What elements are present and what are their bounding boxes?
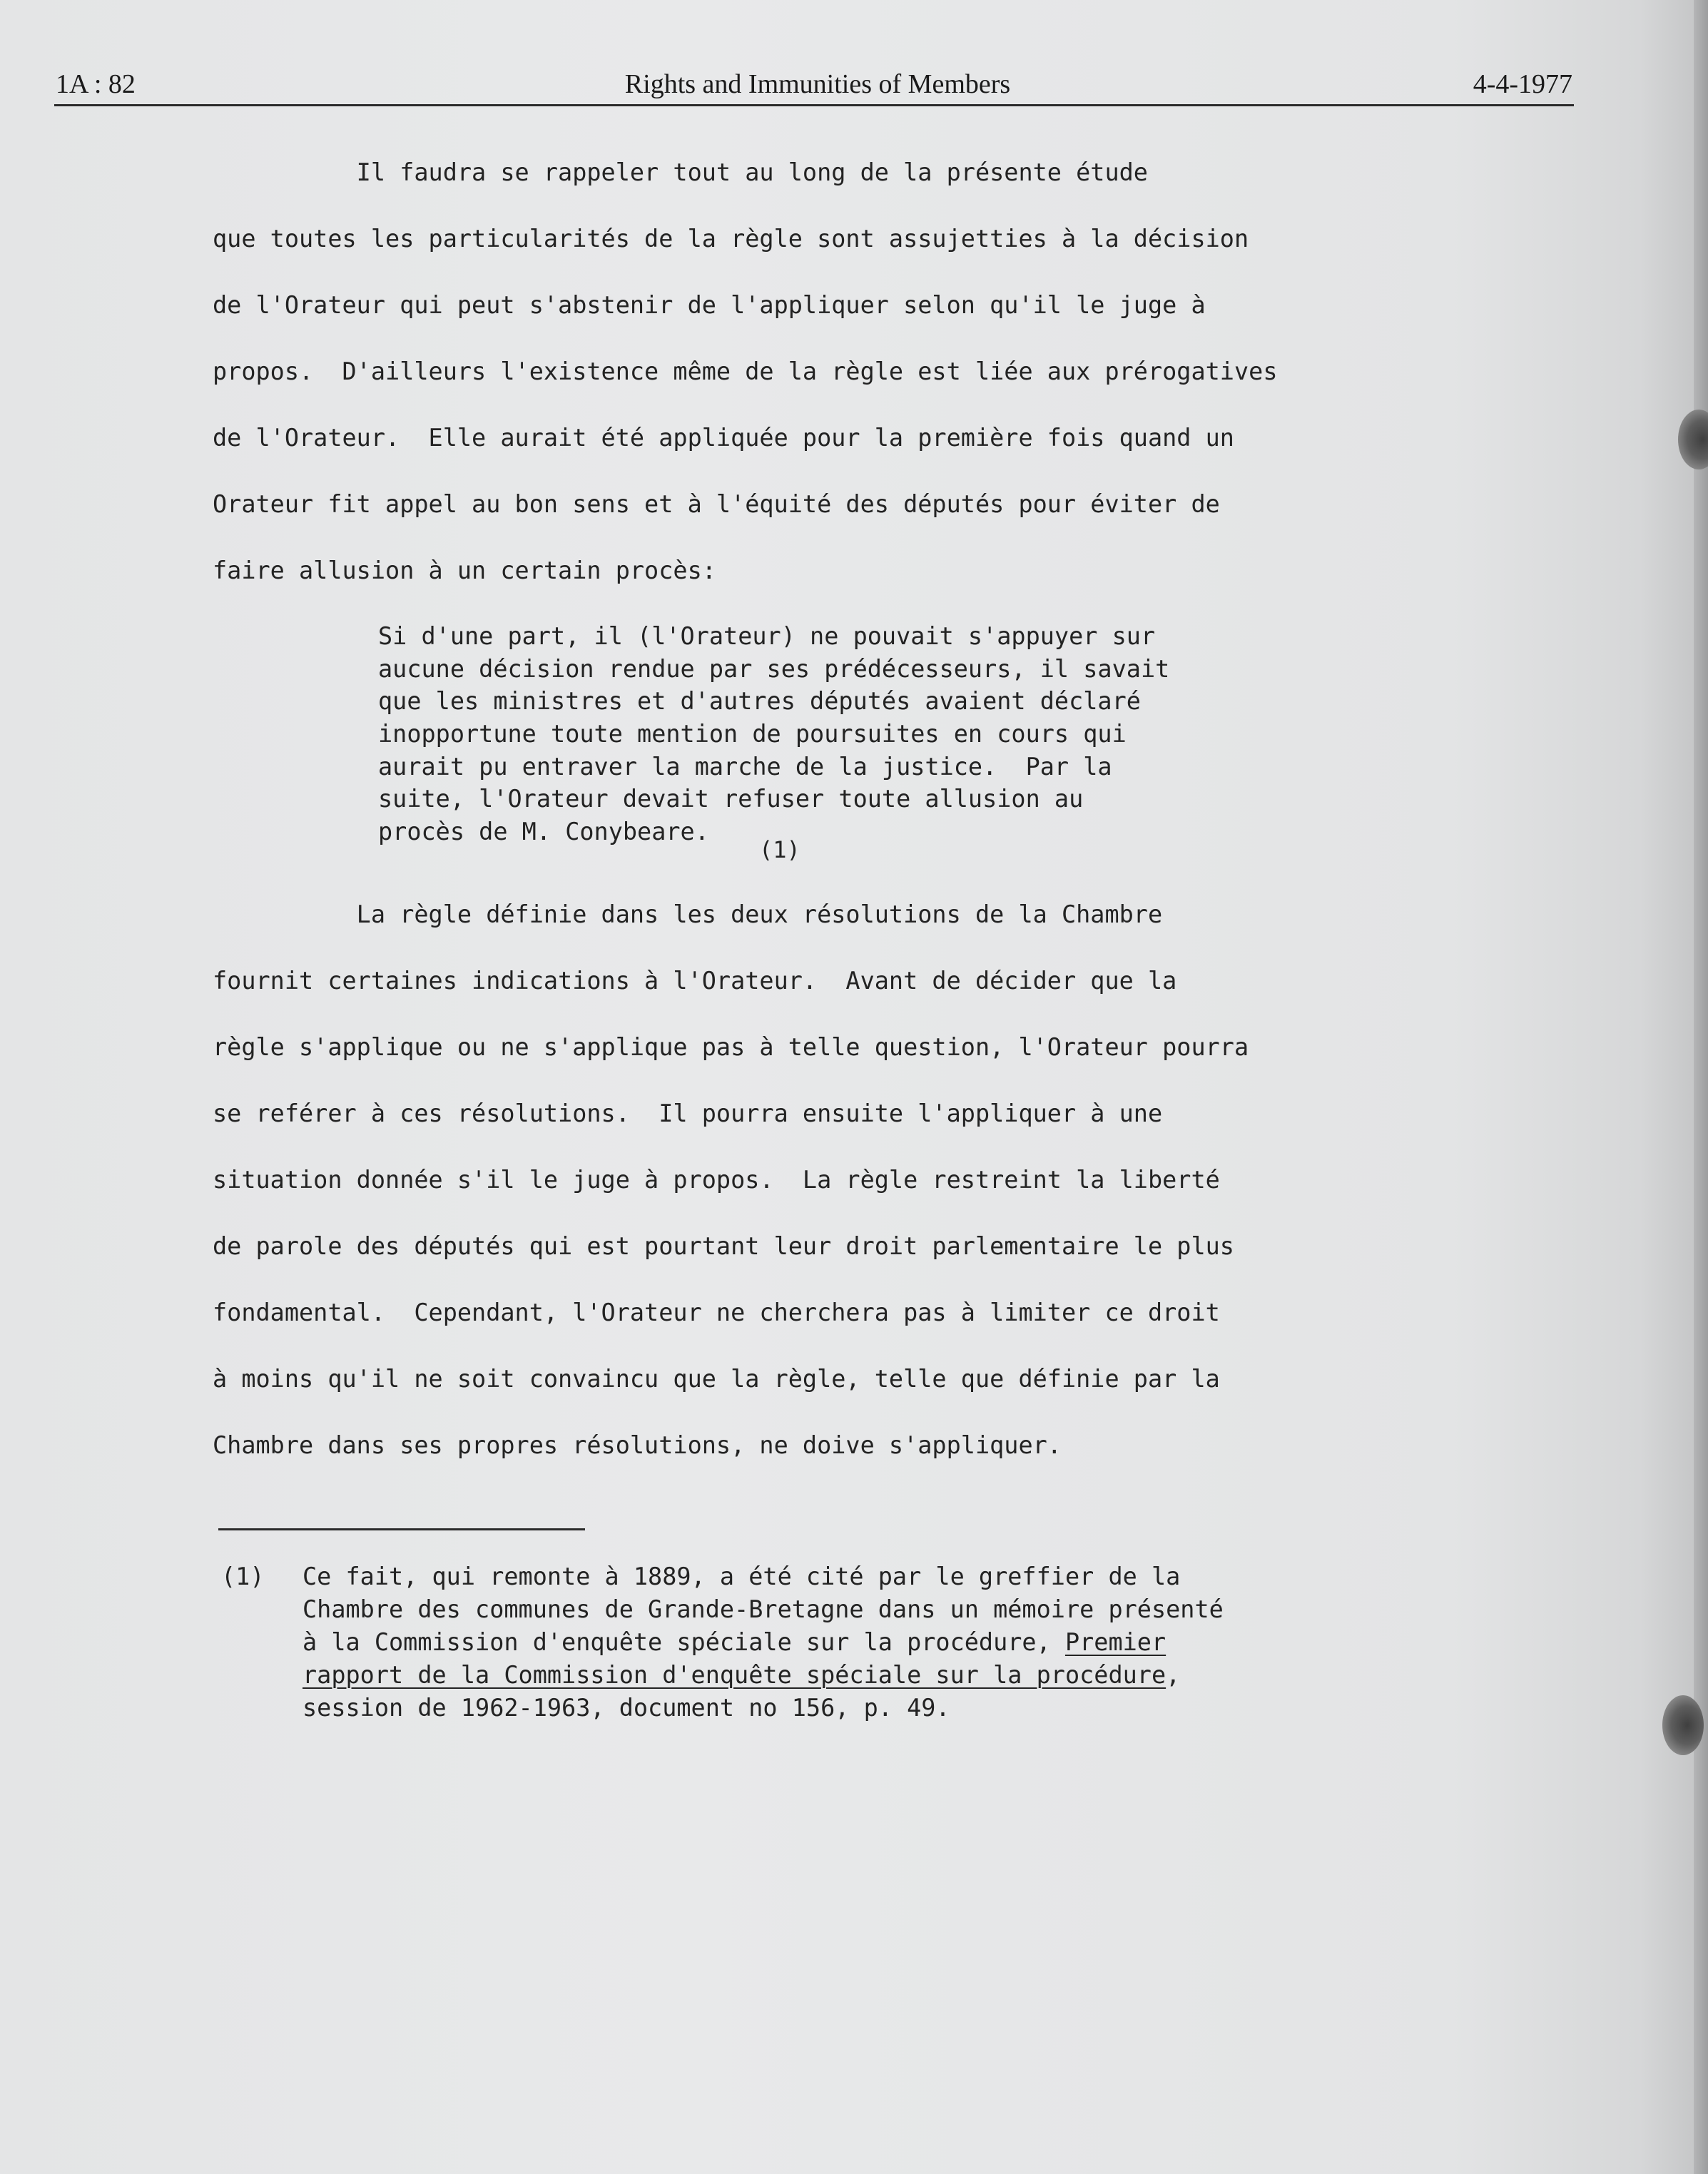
running-header [0, 0, 1708, 114]
footnote-line: Chambre des communes de Grande-Bretagne dans un mémoire présenté [303, 1595, 1224, 1623]
paragraph-line: fournit certaines indications à l'Orateur. Avant de décider que la [213, 967, 1177, 995]
header-rule [54, 104, 1574, 106]
paragraph-line: Il faudra se rappeler tout au long de la présente étude [213, 158, 1148, 186]
footnote-text: , [1166, 1661, 1181, 1689]
paragraph-line: propos. D'ailleurs l'existence même de la règle est liée aux prérogatives [213, 357, 1278, 385]
paragraph-line: Orateur fit appel au bon sens et à l'équité des députés pour éviter de [213, 490, 1220, 518]
footnote-line [303, 1628, 1166, 1656]
binder-hole [1662, 1695, 1704, 1755]
binder-hole [1678, 410, 1708, 469]
quote-line: Si d'une part, il (l'Orateur) ne pouvait s'appuyer sur [378, 622, 1156, 650]
cited-title: rapport de la Commission d'enquête spéciale sur la procédure [303, 1661, 1166, 1689]
quote-line: procès de M. Conybeare. [378, 818, 709, 845]
footnote-reference: (1) [759, 836, 800, 863]
paragraph-line: règle s'applique ou ne s'applique pas à telle question, l'Orateur pourra [213, 1033, 1249, 1061]
footnote-text: à la Commission d'enquête spéciale sur la procédure, [303, 1628, 1065, 1656]
running-title: Rights and Immunities of Members [624, 69, 1011, 99]
paragraph-line: de l'Orateur qui peut s'abstenir de l'appliquer selon qu'il le juge à [213, 291, 1206, 319]
paragraph-line: Chambre dans ses propres résolutions, ne doive s'appliquer. [213, 1431, 1062, 1459]
paragraph-line: fondamental. Cependant, l'Orateur ne cherchera pas à limiter ce droit [213, 1299, 1220, 1326]
footnote-number: (1) [221, 1563, 265, 1590]
paragraph-line: de parole des députés qui est pourtant leur droit parlementaire le plus [213, 1232, 1234, 1260]
page-number: 1A : 82 [56, 69, 136, 99]
paragraph-line: de l'Orateur. Elle aurait été appliquée pour la première fois quand un [213, 424, 1234, 452]
quote-line: inopportune toute mention de poursuites en cours qui [378, 720, 1127, 748]
cited-title: Premier [1064, 1628, 1166, 1656]
page-edge-shadow [1694, 0, 1708, 2174]
paragraph-line: que toutes les particularités de la règle sont assujetties à la décision [213, 225, 1249, 253]
footnote-line: session de 1962-1963, document no 156, p. 49. [303, 1694, 950, 1722]
paragraph-line: se reférer à ces résolutions. Il pourra ensuite l'appliquer à une [213, 1099, 1163, 1127]
footnote-line [303, 1661, 1180, 1689]
paragraph-line: situation donnée s'il le juge à propos. La règle restreint la liberté [213, 1166, 1220, 1194]
footnote-separator [218, 1528, 585, 1530]
quote-line: que les ministres et d'autres députés avaient déclaré [378, 687, 1141, 715]
quote-line: aurait pu entraver la marche de la justice. Par la [378, 753, 1112, 781]
paragraph-line: faire allusion à un certain procès: [213, 557, 716, 584]
paragraph-line: La règle définie dans les deux résolutions de la Chambre [213, 900, 1163, 928]
paragraph-line: à moins qu'il ne soit convaincu que la règle, telle que définie par la [213, 1365, 1220, 1393]
footnote-line: Ce fait, qui remonte à 1889, a été cité par le greffier de la [303, 1563, 1181, 1590]
quote-line: suite, l'Orateur devait refuser toute allusion au [378, 785, 1084, 813]
header-date: 4-4-1977 [1473, 69, 1572, 99]
quote-line: aucune décision rendue par ses prédécesseurs, il savait [378, 655, 1170, 683]
